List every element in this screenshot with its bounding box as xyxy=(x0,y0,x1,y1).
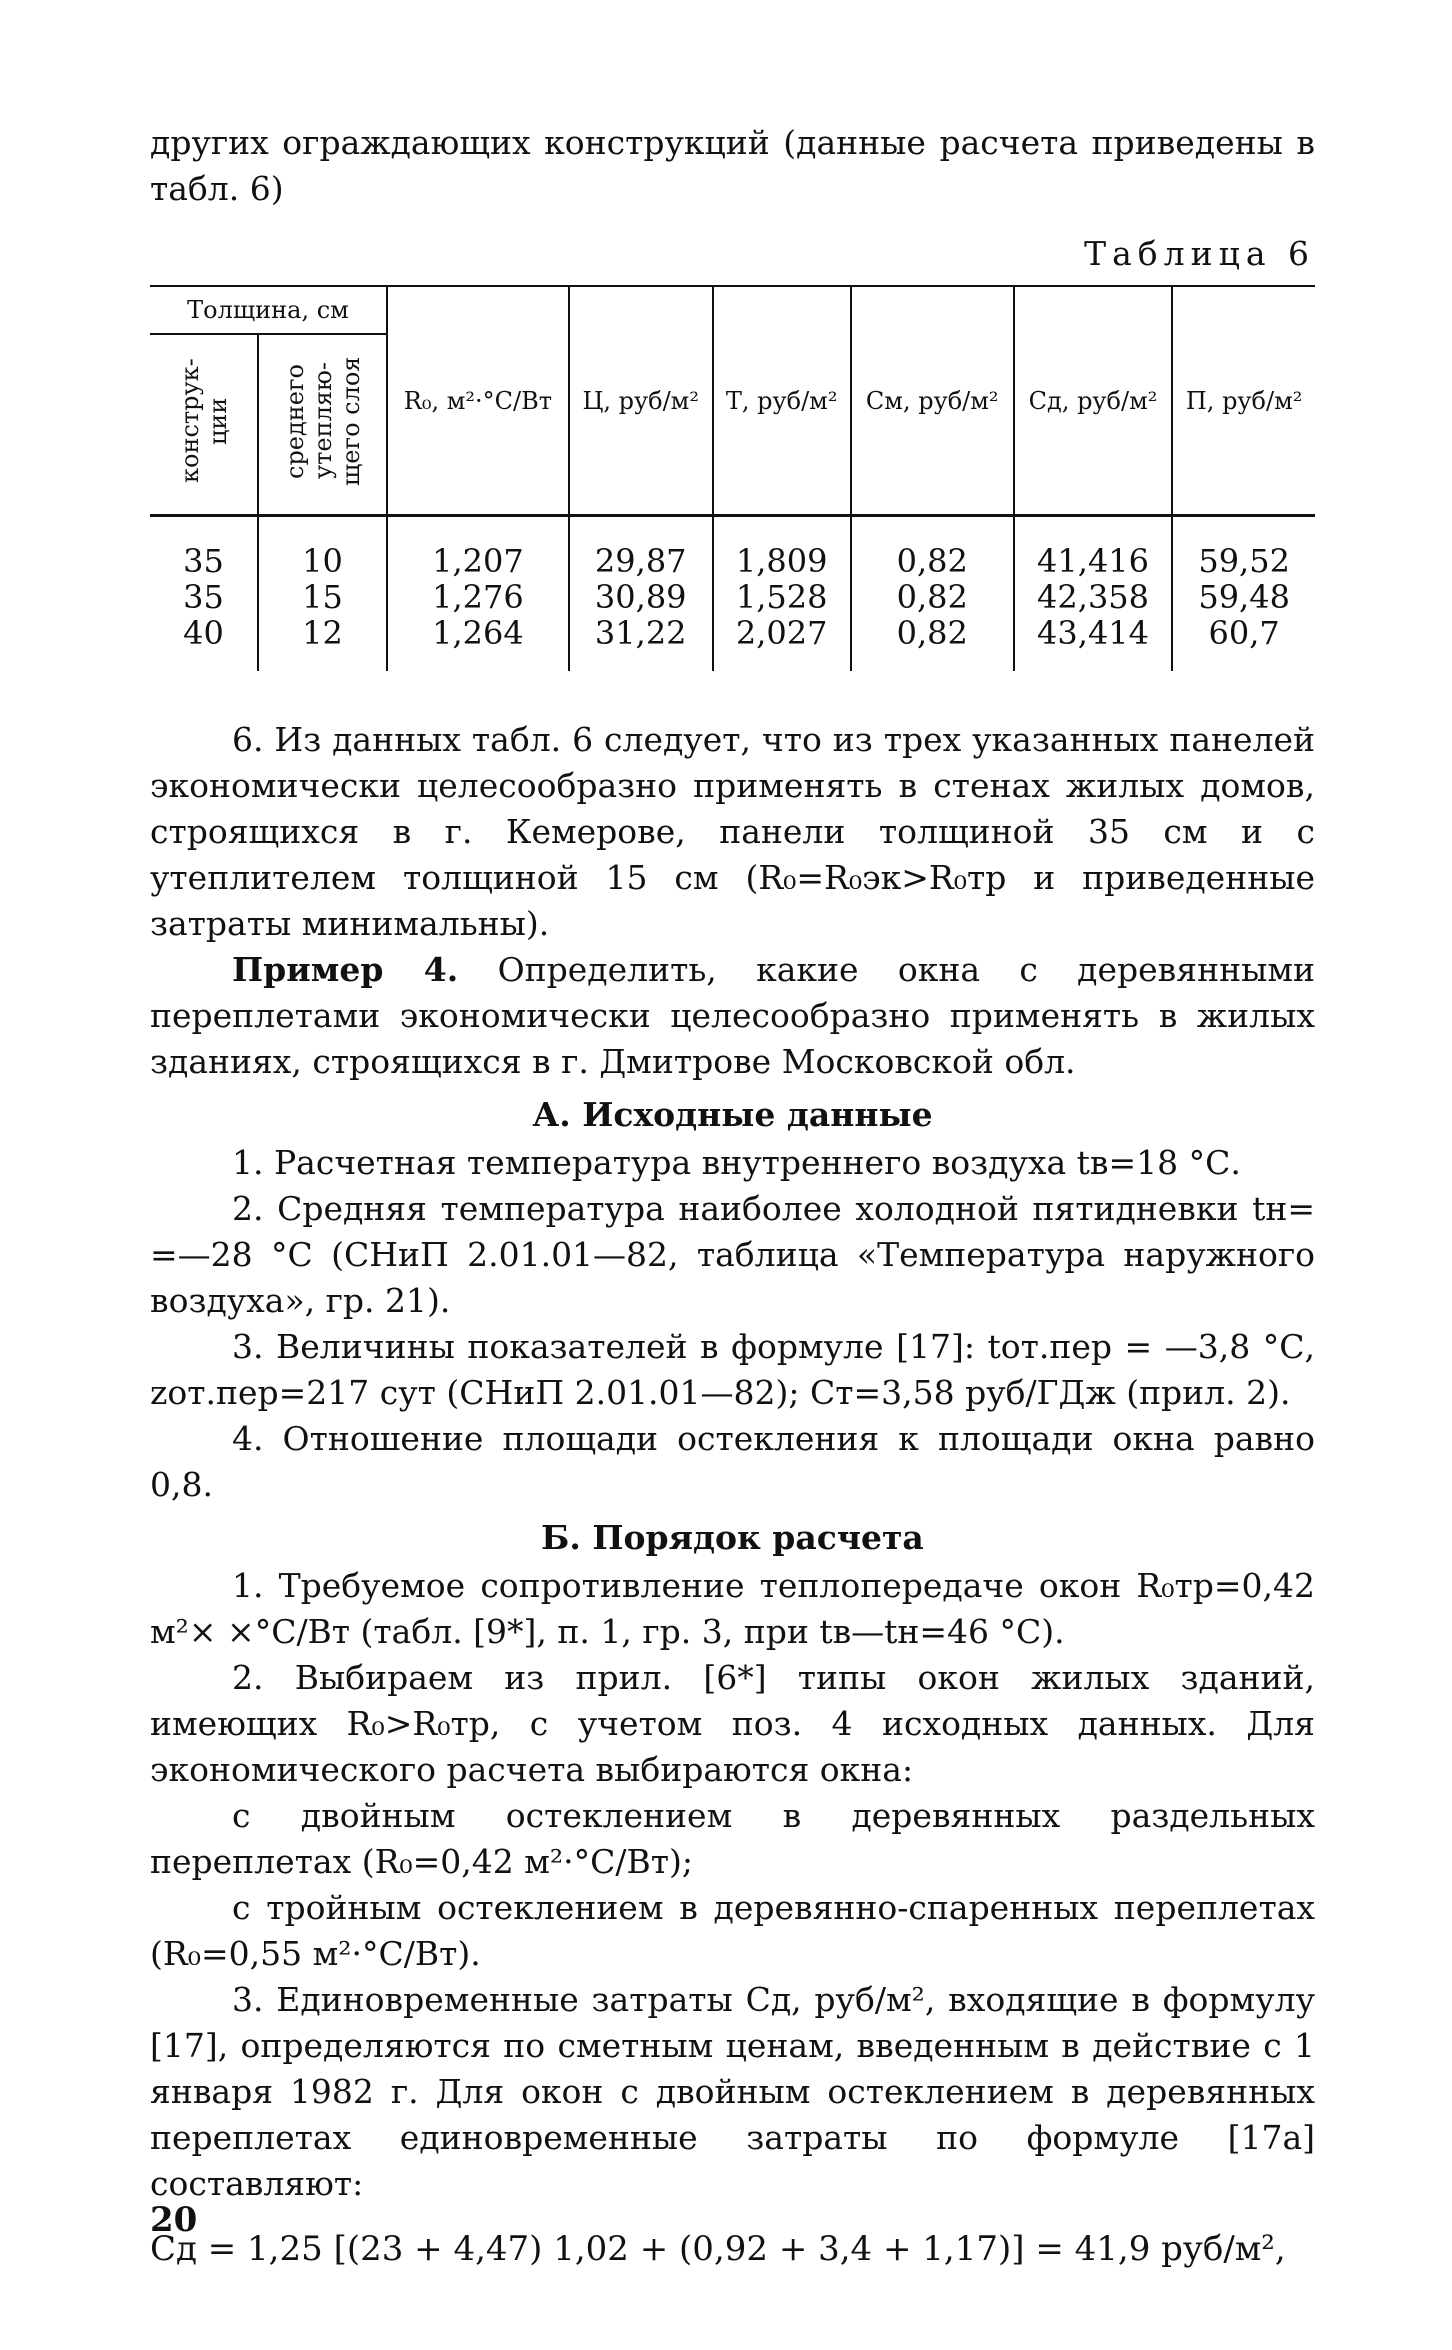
table-row xyxy=(150,516,1315,580)
subheader-insulation: среднего утепляю-щего слоя xyxy=(280,356,365,486)
cell: 29,87 xyxy=(569,516,713,580)
page-number: 20 xyxy=(150,2200,198,2240)
col-header-r0: R₀, м²·°С/Вт xyxy=(387,286,569,516)
cell: 15 xyxy=(258,579,387,615)
paragraph-6: 6. Из данных табл. 6 следует, что из трех указанных панелей экономически целесообразно применять в стенах жилых домов, строящихся в г. Кемерове, панели толщиной 35 см и с утеплителем толщиной 15 см (R₀=R₀эк>R₀тр и приведенные затраты минимальны). xyxy=(150,720,1315,943)
item-a1: 1. Расчетная температура внутреннего воздуха tв=18 °С. xyxy=(232,1143,1241,1182)
cell: 1,207 xyxy=(387,516,569,580)
heading-procedure: Б. Порядок расчета xyxy=(541,1518,924,1557)
cell: 59,52 xyxy=(1172,516,1315,580)
cell: 41,416 xyxy=(1014,516,1172,580)
table-row xyxy=(150,615,1315,671)
col-header-price: Ц, руб/м² xyxy=(569,286,713,516)
col-header-t: Т, руб/м² xyxy=(713,286,851,516)
cell: 1,809 xyxy=(713,516,851,580)
col-header-p: П, руб/м² xyxy=(1172,286,1315,516)
item-a2: 2. Средняя температура наиболее холодной пятидневки tн= =—28 °С (СНиП 2.01.01—82, таблица «Температура наружного воздуха», гр. 21). xyxy=(150,1189,1315,1320)
table-row xyxy=(150,579,1315,615)
cell: 31,22 xyxy=(569,615,713,671)
cell: 1,276 xyxy=(387,579,569,615)
table-title: Таблица 6 xyxy=(1084,234,1315,273)
item-b2: 2. Выбираем из прил. [6*] типы окон жилых зданий, имеющих R₀>R₀тр, с учетом поз. 4 исходных данных. Для экономического расчета выбираются окна: xyxy=(150,1658,1315,1789)
cell: 30,89 xyxy=(569,579,713,615)
cell: 0,82 xyxy=(851,579,1014,615)
item-a3: 3. Величины показателей в формуле [17]: tот.пер = —3,8 °С, zот.пер=217 сут (СНиП 2.01.01—82); Cт=3,58 руб/ГДж (прил. 2). xyxy=(150,1327,1315,1412)
cell: 1,528 xyxy=(713,579,851,615)
item-b1: 1. Требуемое сопротивление теплопередаче окон R₀тр=0,42 м²× ×°С/Вт (табл. [9*], п. 1, гр. 3, при tв—tн=46 °С). xyxy=(150,1566,1315,1651)
cell: 2,027 xyxy=(713,615,851,671)
item-b3: 3. Единовременные затраты Cд, руб/м², входящие в формулу [17], определяются по сметным ценам, введенным в действие с 1 января 1982 г. Для окон с двойным остеклением в деревянных переплетах единовременные затраты по формуле [17а] составляют: xyxy=(150,1980,1315,2203)
item-b2b: с тройным остеклением в деревянно-спаренных переплетах (R₀=0,55 м²·°С/Вт). xyxy=(150,1888,1315,1973)
example-paragraph xyxy=(150,947,1315,1085)
cell: 35 xyxy=(183,542,224,580)
cell: 35 xyxy=(183,578,224,616)
item-a4: 4. Отношение площади остекления к площади окна равно 0,8. xyxy=(150,1419,1315,1504)
cell: 42,358 xyxy=(1014,579,1172,615)
item-b2a: с двойным остеклением в деревянных раздельных переплетах (R₀=0,42 м²·°С/Вт); xyxy=(150,1796,1315,1881)
cell: 40 xyxy=(183,614,224,652)
col-header-cd: Cд, руб/м² xyxy=(1014,286,1172,516)
thickness-group-header: Толщина, см xyxy=(150,286,387,334)
intro-paragraph: других ограждающих конструкций (данные расчета приведены в табл. 6) xyxy=(150,123,1315,208)
cell: 43,414 xyxy=(1014,615,1172,671)
data-table xyxy=(150,285,1315,671)
formula: Cд = 1,25 [(23 + 4,47) 1,02 + (0,92 + 3,4 + 1,17)] = 41,9 руб/м², xyxy=(150,2229,1286,2269)
cell: 0,82 xyxy=(851,615,1014,671)
example-text: Определить, какие окна с деревянными переплетами экономически целесообразно применять в жилых зданиях, строящихся в г. Дмитрове Московской обл. xyxy=(150,950,1315,1081)
subheader-construction: конструк-ции xyxy=(175,358,232,484)
page-content xyxy=(150,120,1315,2269)
cell: 12 xyxy=(258,615,387,671)
example-label: Пример 4. xyxy=(232,950,459,989)
cell: 0,82 xyxy=(851,516,1014,580)
cell: 59,48 xyxy=(1172,579,1315,615)
cell: 10 xyxy=(258,516,387,580)
heading-initial-data: А. Исходные данные xyxy=(532,1095,933,1134)
cell: 1,264 xyxy=(387,615,569,671)
cell: 60,7 xyxy=(1172,615,1315,671)
col-header-cm: Cм, руб/м² xyxy=(851,286,1014,516)
